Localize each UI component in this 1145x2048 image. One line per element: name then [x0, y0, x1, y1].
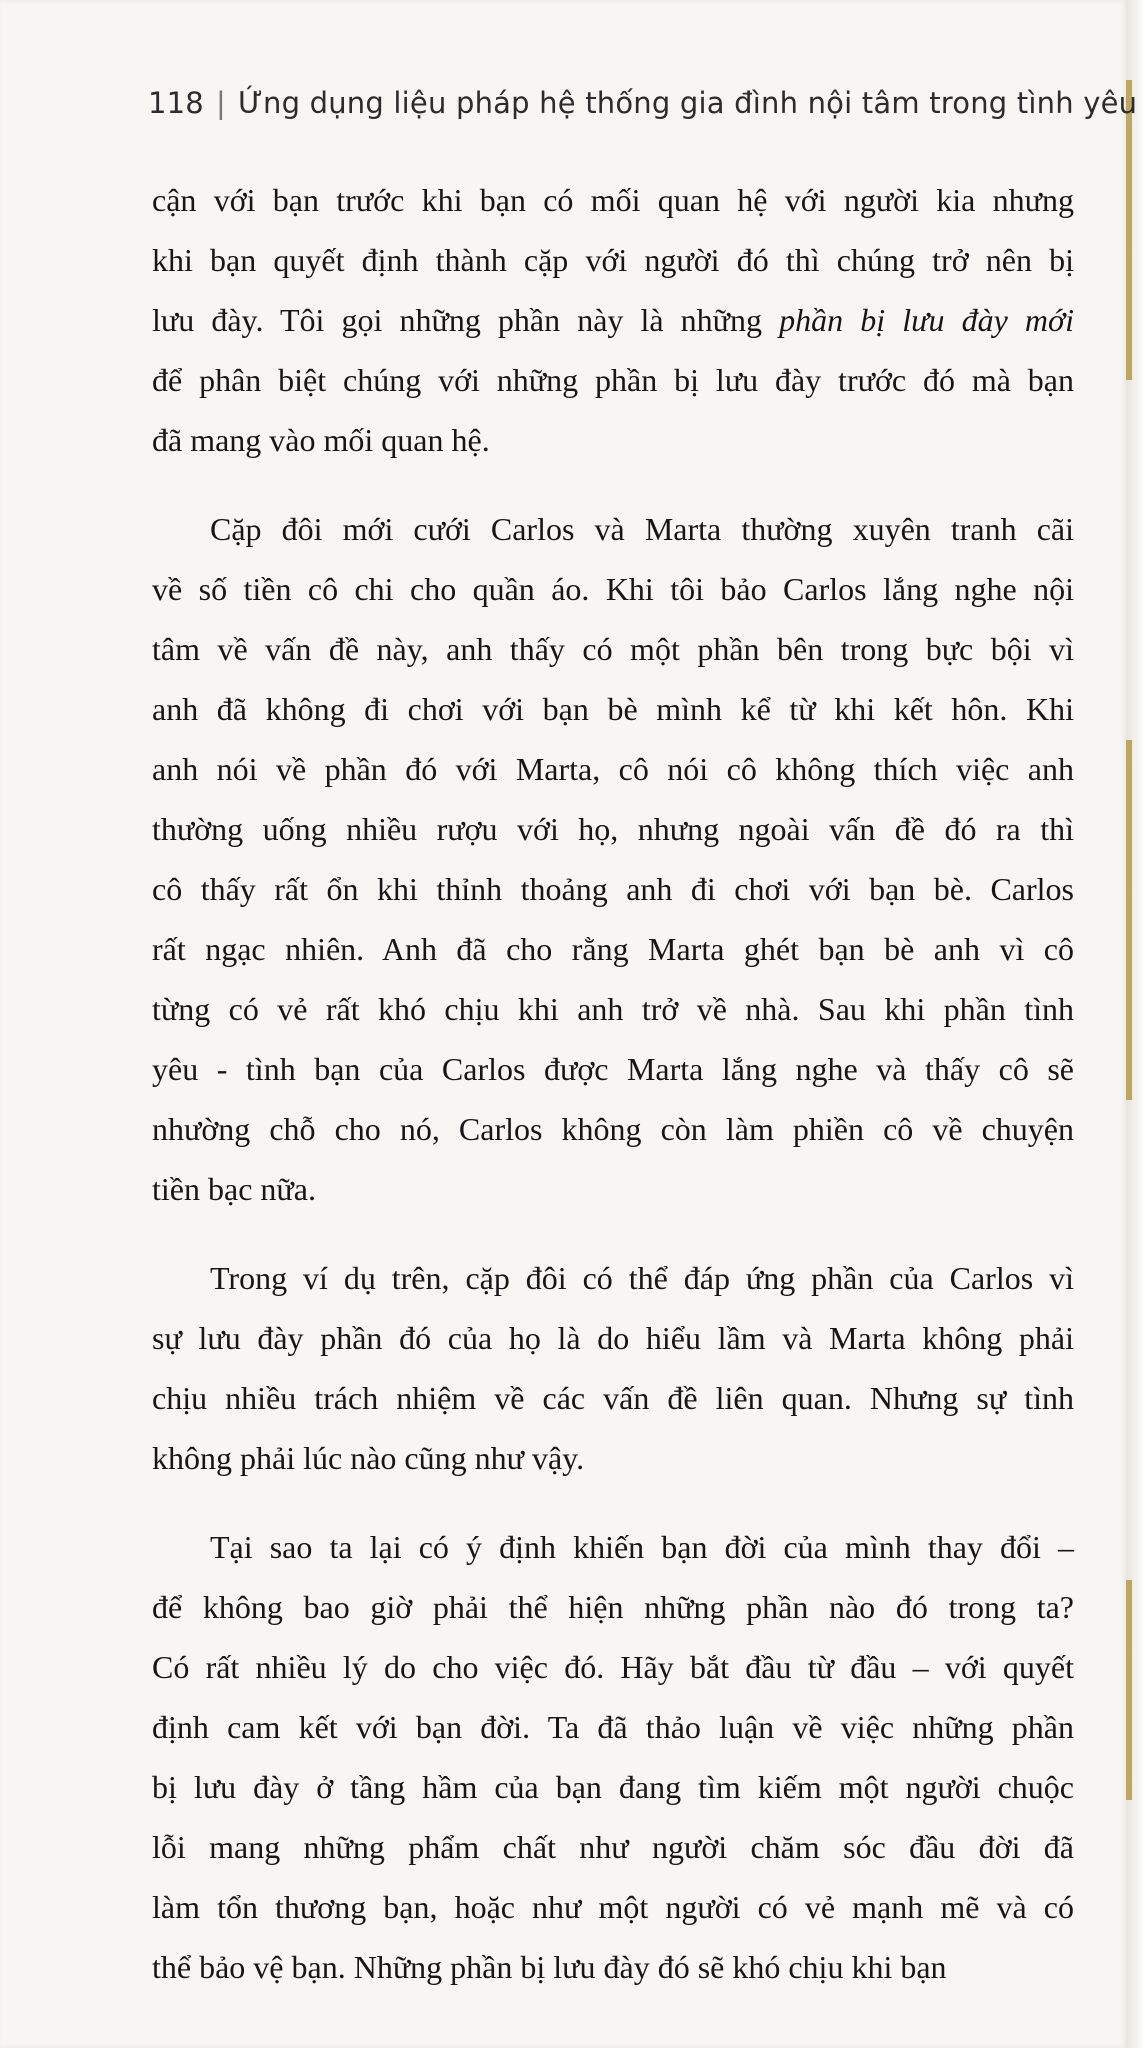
- text-line: bị lưu đày ở tầng hầm của bạn đang tìm kiếm một người chuộc: [152, 1769, 1074, 1805]
- text-line: cận với bạn trước khi bạn có mối quan hệ với người kia nhưng: [152, 182, 1074, 218]
- gilded-edge-top: [1126, 80, 1132, 380]
- text-line: chịu nhiều trách nhiệm về các vấn đề liên quan. Nhưng sự tình: [152, 1380, 1074, 1416]
- text-line: Cặp đôi mới cưới Carlos và Marta thường xuyên tranh cãi: [210, 511, 1074, 547]
- text-line: không phải lúc nào cũng như vậy.: [152, 1440, 585, 1476]
- text-line: thường uống nhiều rượu với họ, nhưng ngoài vấn đề đó ra thì: [152, 811, 1074, 847]
- book-title: Ứng dụng liệu pháp hệ thống gia đình nội tâm trong tình yêu: [237, 86, 1138, 120]
- text-line: anh nói về phần đó với Marta, cô nói cô không thích việc anh: [152, 751, 1074, 787]
- text-line: yêu - tình bạn của Carlos được Marta lắng nghe và thấy cô sẽ: [152, 1051, 1074, 1087]
- text-line: để phân biệt chúng với những phần bị lưu đày trước đó mà bạn: [152, 362, 1074, 398]
- text-line: lỗi mang những phẩm chất như người chăm sóc đầu đời đã: [152, 1829, 1074, 1865]
- text-line: Trong ví dụ trên, cặp đôi có thể đáp ứng phần của Carlos vì: [210, 1260, 1074, 1296]
- text-line: về số tiền cô chi cho quần áo. Khi tôi bảo Carlos lắng nghe nội: [152, 571, 1074, 607]
- header-separator: |: [215, 86, 226, 120]
- text-line: sự lưu đày phần đó của họ là do hiểu lầm và Marta không phải: [152, 1320, 1074, 1356]
- text-line: cô thấy rất ổn khi thỉnh thoảng anh đi chơi với bạn bè. Carlos: [152, 871, 1074, 907]
- paragraph: [152, 170, 1074, 470]
- gilded-edge-bottom: [1126, 1580, 1132, 1800]
- text-line: rất ngạc nhiên. Anh đã cho rằng Marta ghét bạn bè anh vì cô: [152, 931, 1074, 967]
- gilded-edge-middle: [1126, 740, 1132, 1100]
- text-line: làm tổn thương bạn, hoặc như một người có vẻ mạnh mẽ và có: [152, 1889, 1074, 1925]
- text-line: đã mang vào mối quan hệ.: [152, 422, 490, 458]
- text-line: tiền bạc nữa.: [152, 1171, 316, 1207]
- text-line: lưu đày. Tôi gọi những phần này là những phần bị lưu đày mới: [152, 302, 1075, 338]
- running-header: [148, 86, 1138, 120]
- text-line: Có rất nhiều lý do cho việc đó. Hãy bắt đầu từ đầu – với quyết: [152, 1649, 1074, 1685]
- text-line: định cam kết với bạn đời. Ta đã thảo luận về việc những phần: [152, 1709, 1074, 1745]
- paragraph: [152, 1248, 1074, 1488]
- text-line: từng có vẻ rất khó chịu khi anh trở về nhà. Sau khi phần tình: [152, 991, 1074, 1027]
- text-line: tâm về vấn đề này, anh thấy có một phần bên trong bực bội vì: [152, 631, 1074, 667]
- paragraph: [152, 1517, 1074, 1997]
- text-line: Tại sao ta lại có ý định khiến bạn đời của mình thay đổi –: [210, 1529, 1074, 1565]
- text-line: để không bao giờ phải thể hiện những phần nào đó trong ta?: [152, 1589, 1074, 1625]
- paragraph: [152, 499, 1074, 1219]
- text-line: thể bảo vệ bạn. Những phần bị lưu đày đó sẽ khó chịu khi bạn: [152, 1949, 947, 1985]
- text-line: anh đã không đi chơi với bạn bè mình kể từ khi kết hôn. Khi: [152, 691, 1074, 727]
- text-line: khi bạn quyết định thành cặp với người đó thì chúng trở nên bị: [152, 242, 1074, 278]
- text-line: nhường chỗ cho nó, Carlos không còn làm phiền cô về chuyện: [152, 1111, 1074, 1147]
- page-number: 118: [148, 86, 204, 120]
- body-text: [152, 170, 1074, 2026]
